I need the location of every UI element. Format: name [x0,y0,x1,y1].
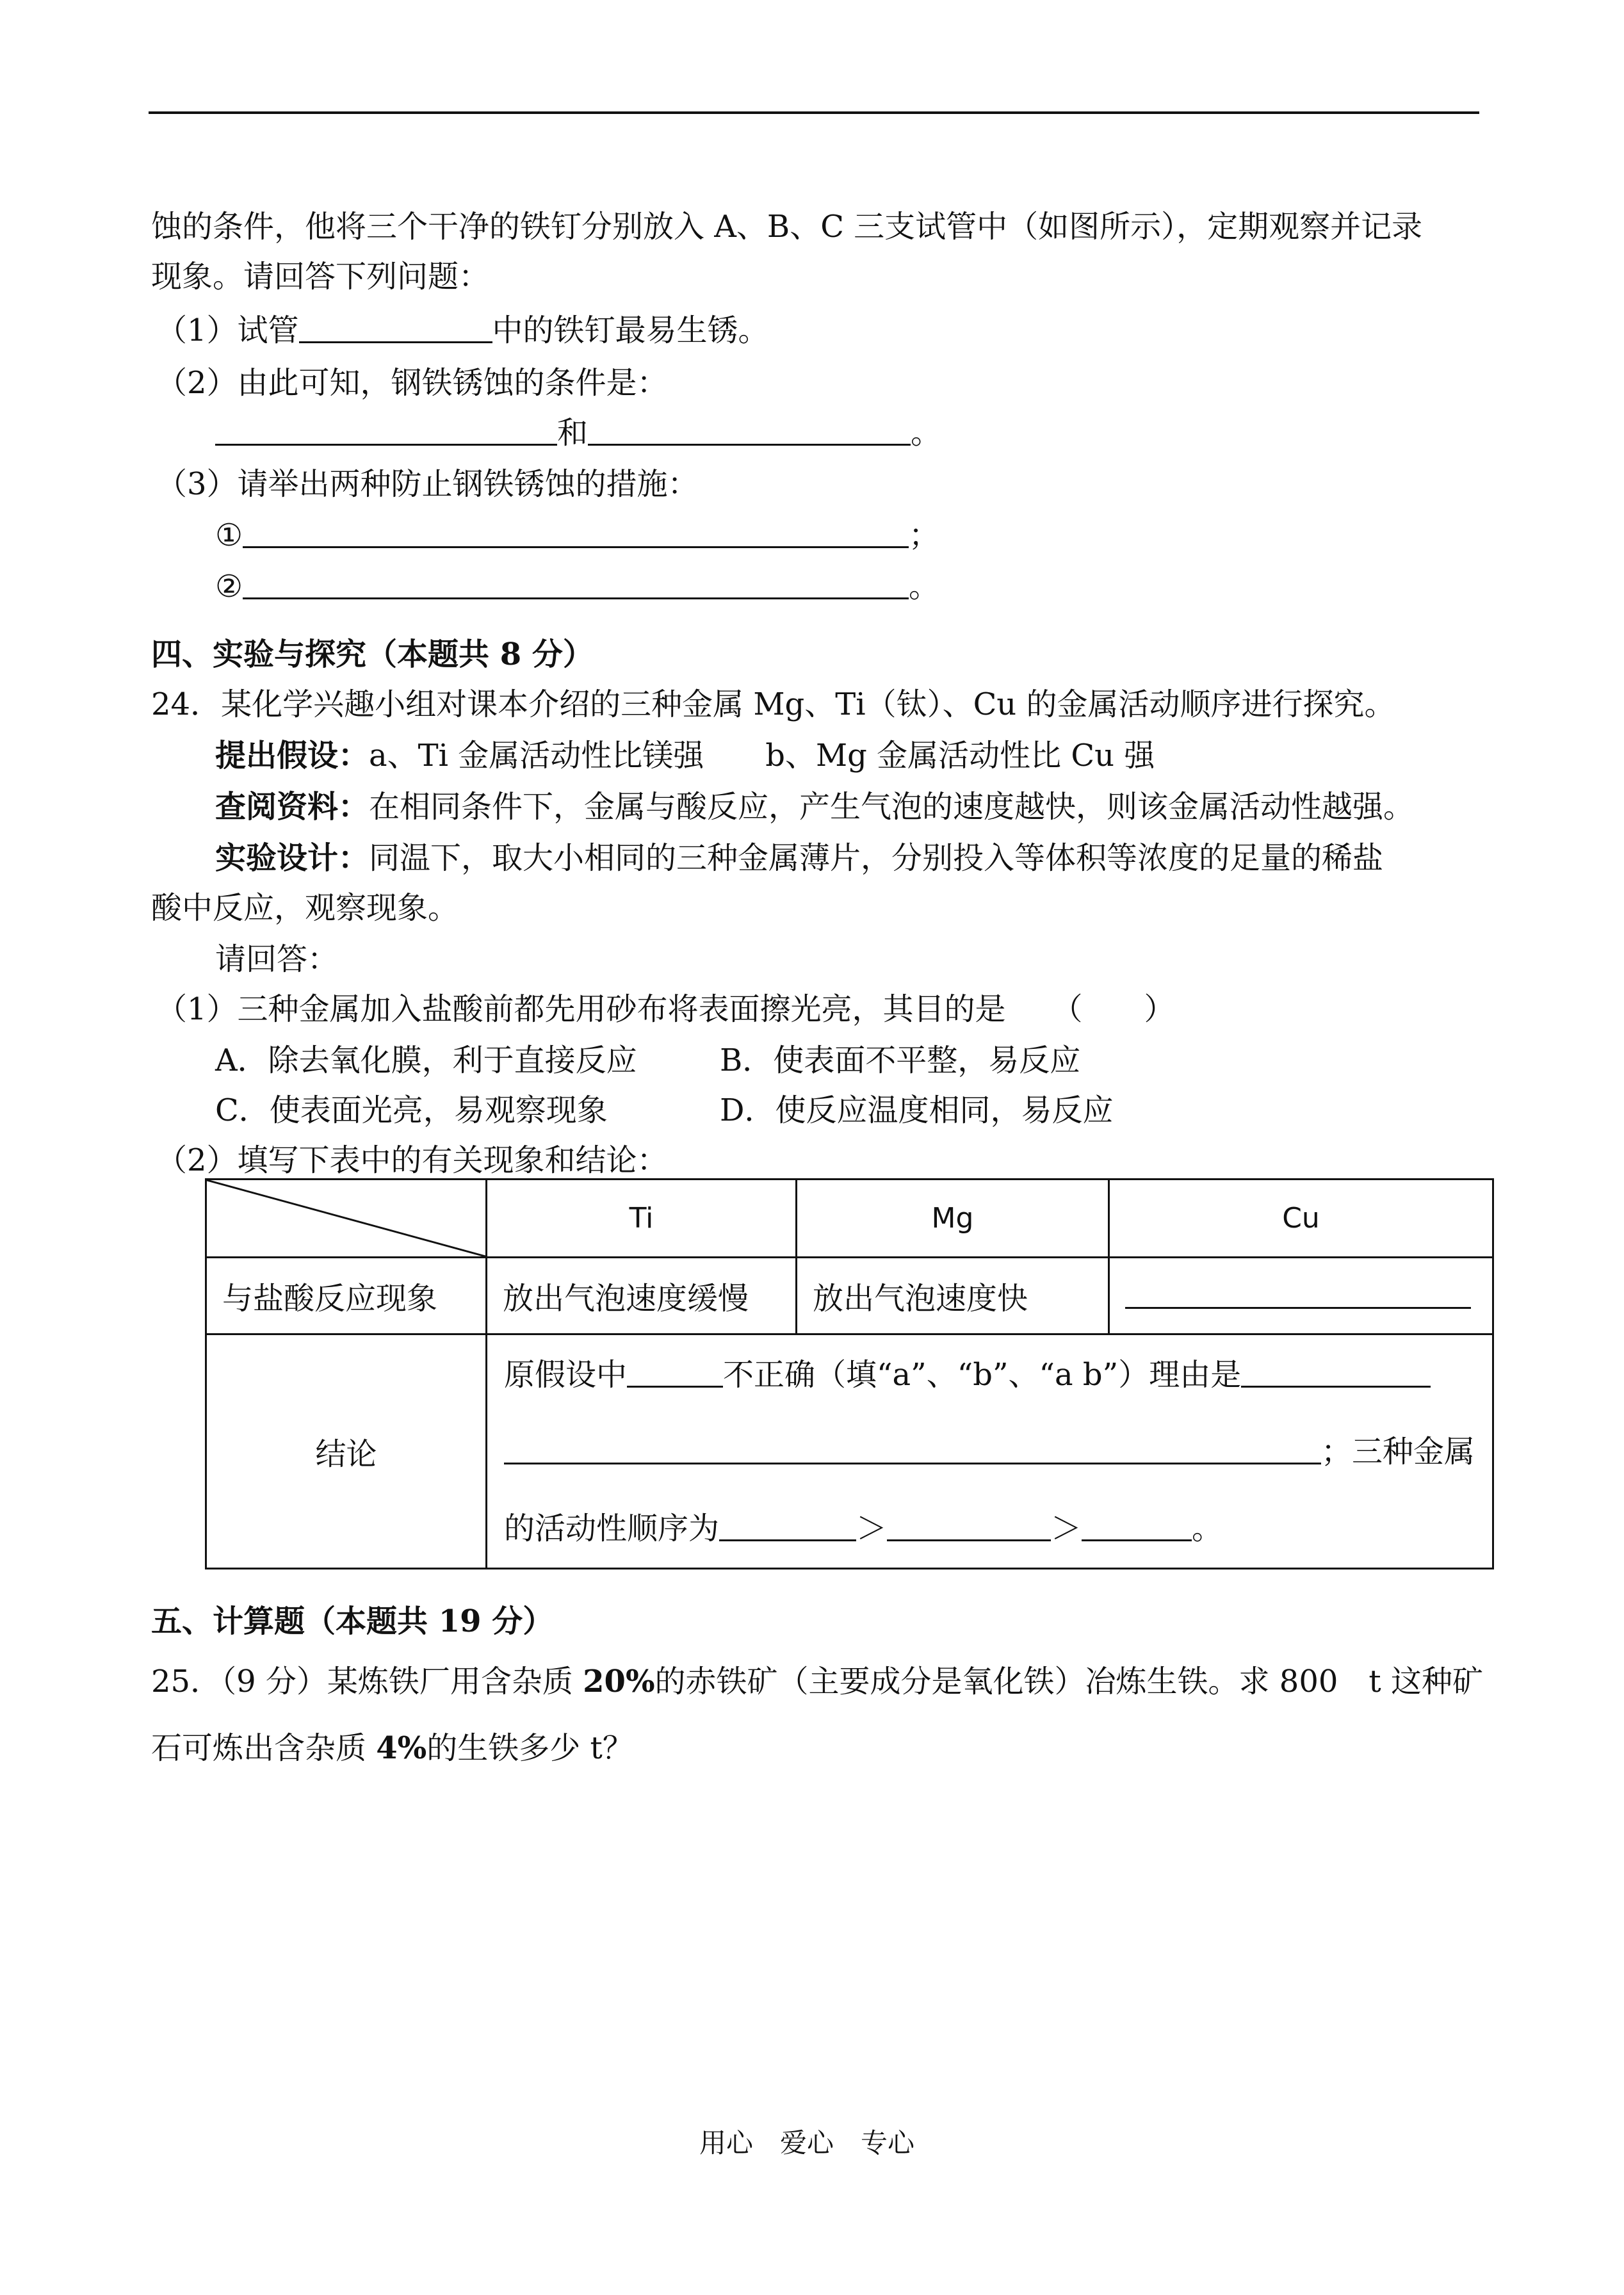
results-table [205,1178,1494,1569]
header-rule [149,111,1479,114]
answer-blank-condition-1[interactable] [215,418,557,446]
ti-observation: 放出气泡速度缓慢 [487,1258,797,1334]
section-5-title: 五、计算题（本题共 19 分） [151,1603,554,1639]
mg-observation: 放出气泡速度快 [797,1258,1109,1334]
q23-part2: （2）由此可知，钢铁锈蚀的条件是： [156,365,668,401]
q23-part2-answer-line [215,415,942,451]
marker-2: ② [215,569,243,604]
answer-blank-order-3[interactable] [1082,1514,1192,1541]
hypothesis-text: a、Ti 金属活动性比镁强 b、Mg 金属活动性比 Cu 强 [369,738,1155,774]
impurity-percent-iron: 4% [376,1730,427,1766]
q23-measure-2 [215,571,939,602]
diagonal-header-cell [206,1180,487,1258]
answer-blank-tube[interactable] [299,316,492,343]
answer-blank-condition-2[interactable] [588,418,911,446]
option-d[interactable]: D．使反应温度相同，易反应 [720,1092,1114,1128]
q23-part1 [156,312,769,348]
period: 。 [911,415,942,451]
q24-reference [215,789,1415,825]
option-b[interactable]: B．使表面不平整，易反应 [720,1042,1081,1078]
reference-text: 在相同条件下，金属与酸反应，产生气泡的速度越快，则该金属活动性越强。 [369,789,1415,825]
q24-stem: 24．某化学兴趣小组对课本介绍的三种金属 Mg、Ti（钛）、Cu 的金属活动顺序进行探究。 [151,686,1395,722]
design-label: 实验设计： [215,840,369,876]
conclusion-line-1: 原假设中 不正确（填“a”、“b”、“a b”）理由是 [504,1336,1492,1413]
answer-blank-order-1[interactable] [719,1514,856,1541]
option-c[interactable]: C．使表面光亮，易观察现象 [215,1092,608,1128]
design-text: 同温下，取大小相同的三种金属薄片，分别投入等体积等浓度的足量的稀盐 [369,840,1384,876]
q24-design-continued: 酸中反应，观察现象。 [151,890,459,926]
reference-label: 查阅资料： [215,789,369,825]
diagonal-line [207,1180,485,1256]
q25-line-2: 石可炼出含杂质 4%的生铁多少 t？ [151,1730,633,1766]
cu-observation-cell [1109,1258,1493,1334]
header-ti: Ti [487,1180,797,1258]
hypothesis-label: 提出假设： [215,738,369,774]
answer-blank-measure-2[interactable] [243,572,909,599]
header-cu: Cu [1109,1180,1493,1258]
conclusion-line-3: 的活动性顺序为 ＞ ＞ 。 [504,1510,1223,1546]
header-mg: Mg [797,1180,1109,1258]
q24-hypothesis [215,738,1155,774]
answer-blank-reason-2[interactable] [504,1437,1321,1464]
footer-motto: 用心 爱心 专心 [699,2127,915,2159]
conclusion-line-2: ；三种金属 [504,1413,1492,1490]
q24-part1: （1）三种金属加入盐酸前都先用砂布将表面擦光亮，其目的是 （ ） [156,991,1175,1027]
answer-blank-cu-observation[interactable] [1125,1281,1471,1309]
q24-please-answer: 请回答： [215,941,339,977]
period: 。 [909,569,940,604]
conclusion-cell [487,1334,1493,1569]
row-label-reaction: 与盐酸反应现象 [206,1258,487,1334]
impurity-percent-ore: 20% [583,1664,655,1699]
intro-line-1: 蚀的条件，他将三个干净的铁钉分别放入 A、B、C 三支试管中（如图所示），定期观察并记录 [151,209,1423,245]
answer-blank-order-2[interactable] [887,1514,1051,1541]
q25-line-1: 25．（9 分）某炼铁厂用含杂质 20%的赤铁矿（主要成分是氧化铁）冶炼生铁。求 800 t 这种矿 [151,1664,1483,1699]
row-label-conclusion: 结论 [206,1334,487,1569]
q23-part1-prefix: （1）试管 [156,312,299,348]
and-label: 和 [557,415,589,451]
semicolon: ； [909,517,940,553]
q23-part3: （3）请举出两种防止钢铁锈蚀的措施： [156,466,699,502]
marker-1: ① [215,517,243,553]
q24-design [215,840,1384,876]
section-4-title: 四、实验与探究（本题共 8 分） [151,637,594,672]
answer-blank-reason-1[interactable] [1241,1360,1431,1388]
q23-part1-suffix: 中的铁钉最易生锈。 [492,312,769,348]
q23-measure-1 [215,517,940,553]
answer-blank-measure-1[interactable] [243,521,909,548]
q24-part2: （2）填写下表中的有关现象和结论： [156,1142,668,1178]
intro-line-2: 现象。请回答下列问题： [151,259,490,295]
option-a[interactable]: A．除去氧化膜，利于直接反应 [215,1042,637,1078]
answer-blank-wrong-hypothesis[interactable] [627,1360,723,1388]
